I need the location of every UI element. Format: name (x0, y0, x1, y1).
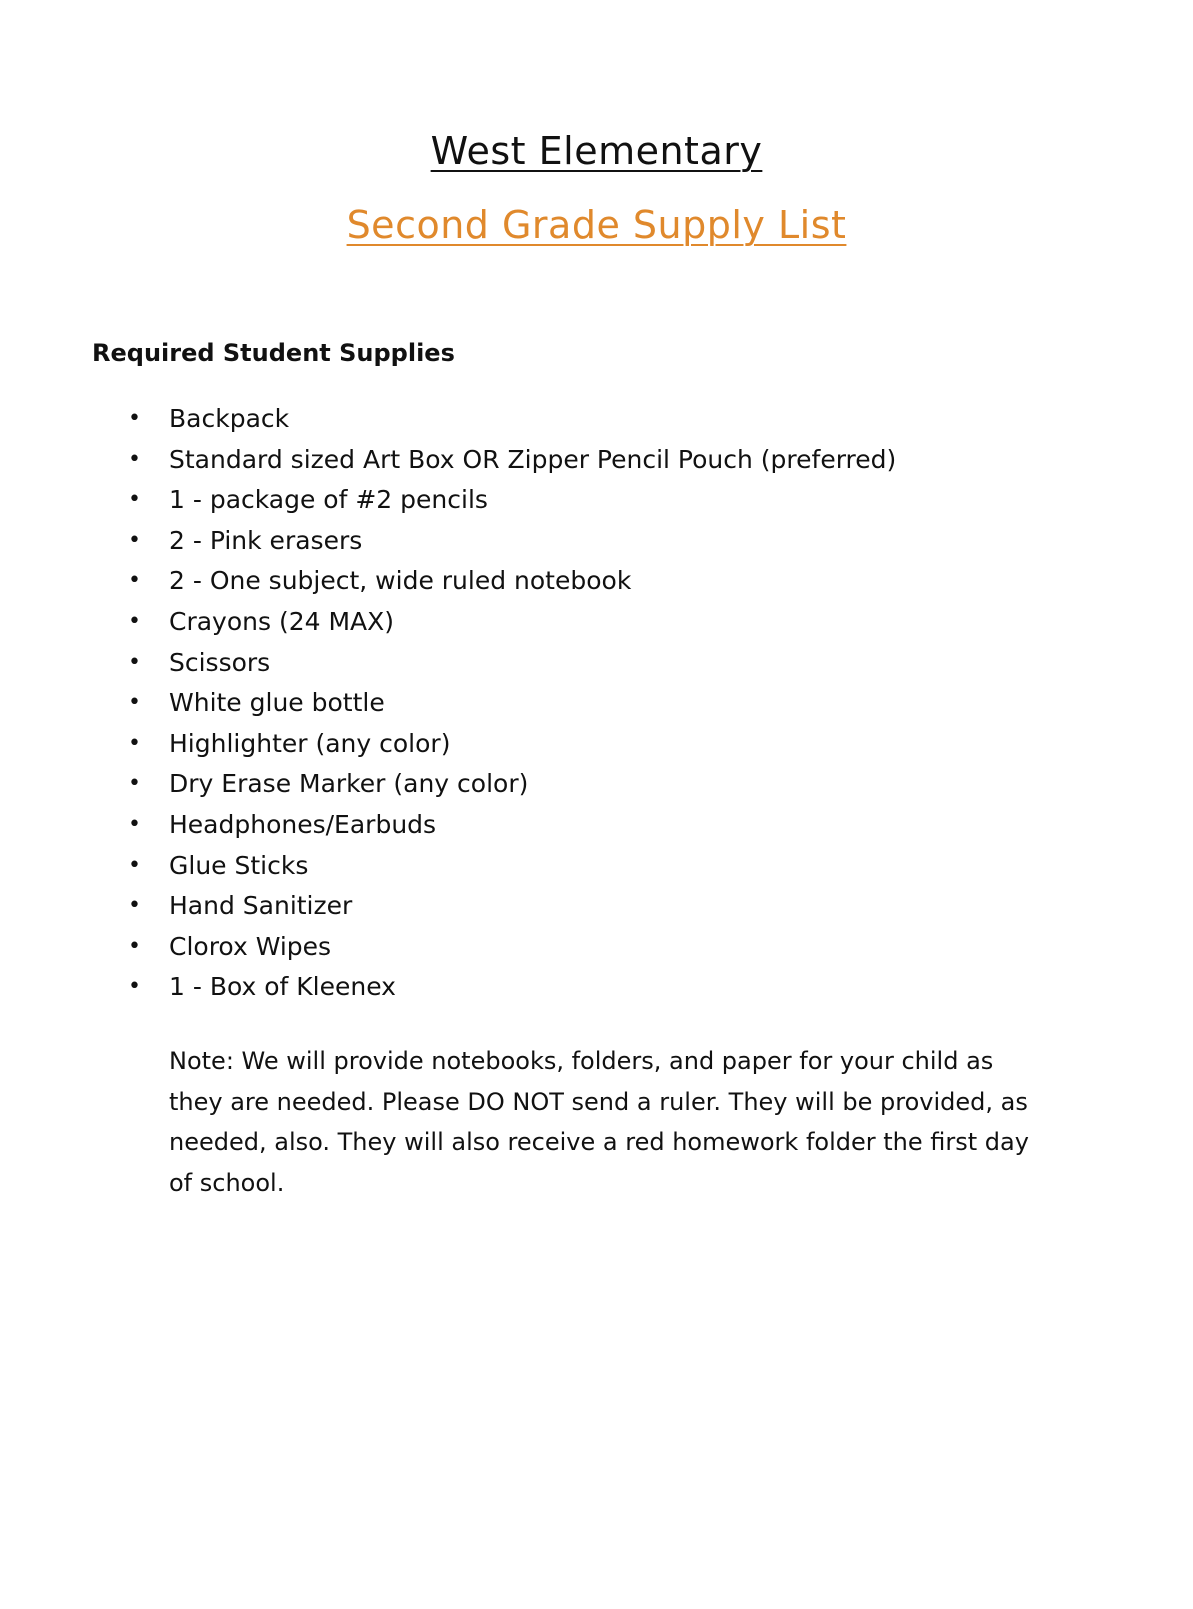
list-item-text: 2 - One subject, wide ruled notebook (169, 566, 632, 596)
list-item-text: 1 - Box of Kleenex (169, 972, 396, 1002)
list-item-text: White glue bottle (169, 688, 385, 718)
bullet-icon: • (128, 608, 141, 634)
list-item-text: Dry Erase Marker (any color) (169, 769, 529, 799)
bullet-icon: • (128, 730, 141, 756)
school-name-title: West Elementary (430, 129, 763, 173)
list-item-text: Crayons (24 MAX) (169, 606, 395, 636)
list-item-text: Standard sized Art Box OR Zipper Pencil Pouch (preferred) (169, 444, 897, 474)
list-item-text: Hand Sanitizer (169, 891, 353, 921)
bullet-icon: • (128, 933, 141, 959)
list-item-text: 1 - package of #2 pencils (169, 485, 488, 515)
bullet-icon: • (128, 771, 141, 797)
note-paragraph: Note: We will provide notebooks, folders, and paper for your child as they are needed. Please DO NOT send a ruler. They will be provided, as needed, also. They will also receive a red homework folder the first day of school. (169, 1047, 1029, 1197)
list-item-text: Glue Sticks (169, 850, 309, 880)
bullet-icon: • (128, 527, 141, 553)
list-item-text: 2 - Pink erasers (169, 525, 363, 555)
bullet-icon: • (128, 811, 141, 837)
list-item-text: Scissors (169, 647, 271, 677)
bullet-icon: • (128, 690, 141, 716)
bullet-icon: • (128, 446, 141, 472)
section-heading-required-supplies: Required Student Supplies (92, 339, 455, 367)
bullet-icon: • (128, 893, 141, 919)
bullet-icon: • (128, 406, 141, 431)
list-item-text: Highlighter (any color) (169, 728, 451, 758)
bullet-icon: • (128, 974, 141, 1000)
list-item-text: Headphones/Earbuds (169, 809, 437, 839)
list-item-text: Backpack (169, 404, 290, 433)
supply-list-subtitle: Second Grade Supply List (346, 203, 847, 247)
bullet-icon: • (128, 649, 141, 675)
bullet-icon: • (128, 568, 141, 594)
list-item-text: Clorox Wipes (169, 931, 332, 961)
bullet-icon: • (128, 487, 141, 513)
bullet-icon: • (128, 852, 141, 878)
